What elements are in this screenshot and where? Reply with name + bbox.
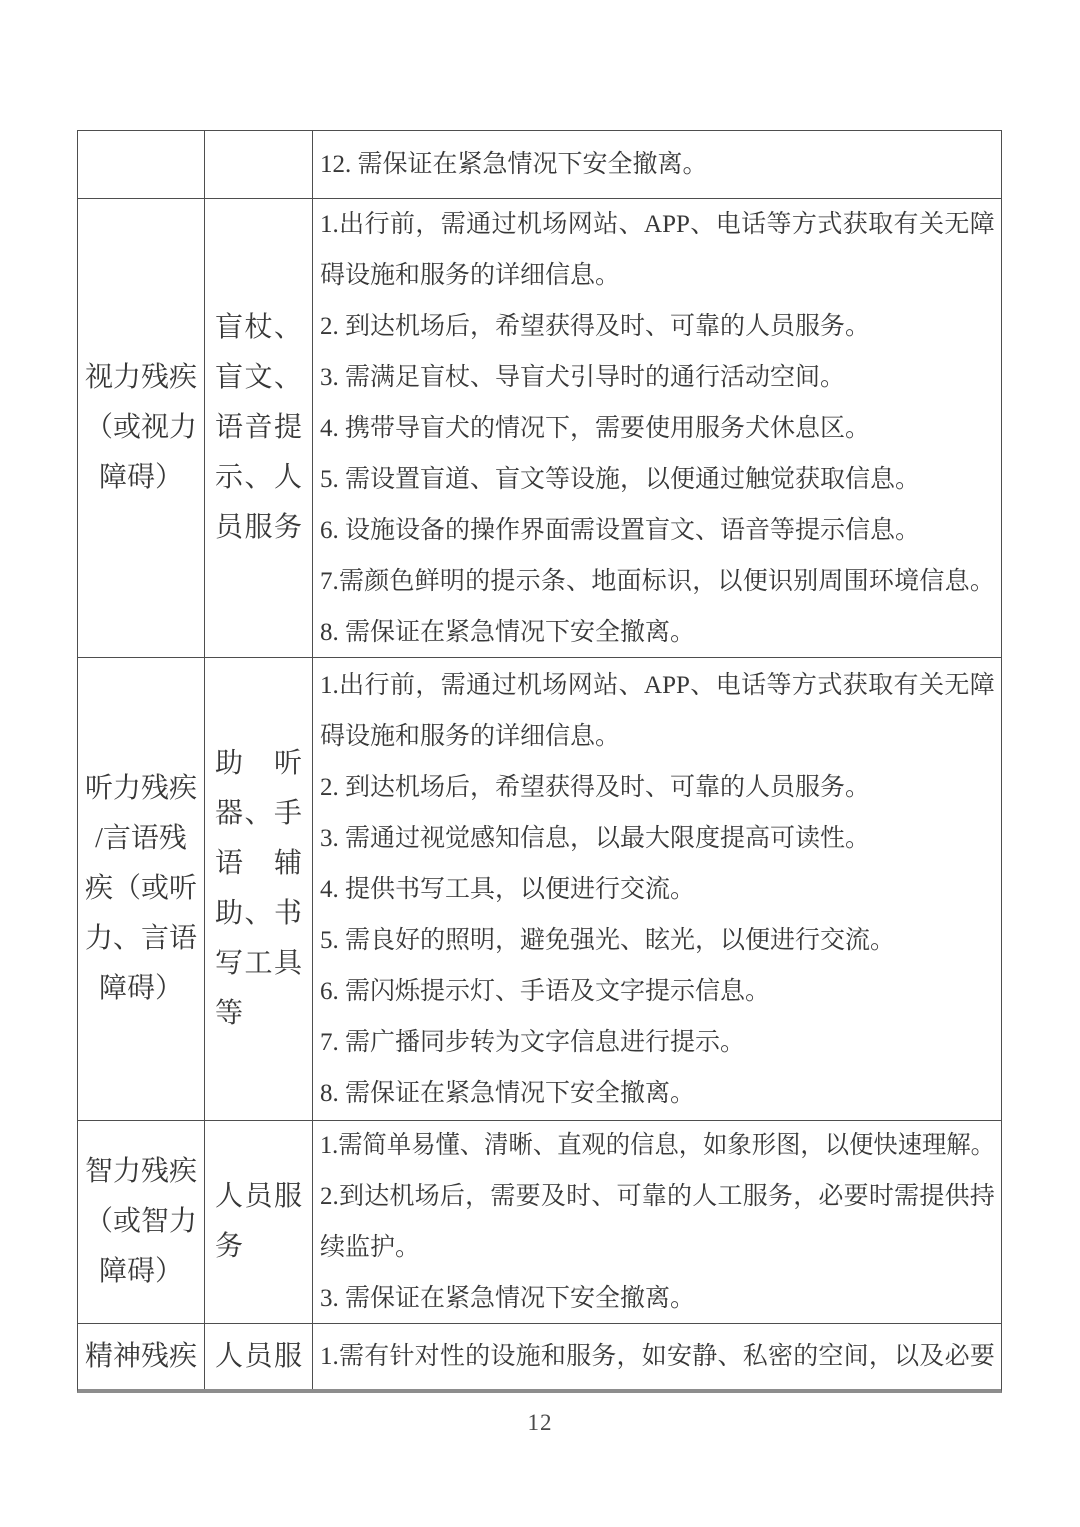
- category-cell: [78, 1324, 204, 1389]
- text-token: 务: [273, 512, 302, 543]
- aids-line: [215, 303, 302, 353]
- item-line: 8. 需保证在紧急情况下安全撤离。: [320, 618, 696, 646]
- text-token: 、: [717, 1343, 743, 1370]
- text-token: 、: [273, 312, 302, 343]
- text-token: 空: [818, 1343, 844, 1370]
- text-token: 网: [567, 210, 593, 238]
- item-line: [320, 556, 995, 607]
- text-token: 鲜: [414, 567, 440, 595]
- item-line: [320, 1331, 995, 1382]
- text-token: 要: [843, 1183, 869, 1210]
- category-line: 视力残疾: [84, 362, 197, 393]
- text-token: 场: [542, 210, 568, 238]
- text-token: 、: [244, 898, 273, 929]
- aids-line: [215, 403, 302, 453]
- text-token: 助: [215, 748, 244, 779]
- text-token: 周: [818, 567, 844, 595]
- text-token: 杖: [244, 312, 273, 343]
- text-token: 需: [490, 1183, 516, 1210]
- text-token: 观: [581, 1132, 606, 1159]
- aids-cell: [204, 658, 312, 1120]
- text-token: 、: [244, 462, 273, 493]
- text-token: 电: [715, 671, 741, 699]
- text-token: 无: [944, 671, 970, 699]
- text-token: 方: [791, 210, 817, 238]
- table-row: [78, 1323, 1001, 1389]
- text-token: 条: [540, 567, 566, 595]
- item-line: 碍设施和服务的详细信息。: [320, 261, 621, 289]
- text-token: 有: [893, 671, 919, 699]
- text-token: 必: [944, 1343, 970, 1370]
- text-token: 以: [824, 1132, 850, 1159]
- text-token: 务: [591, 1343, 617, 1370]
- text-token: 色: [389, 567, 415, 595]
- aids-line: [215, 1332, 302, 1382]
- text-token: 1.: [320, 1343, 339, 1370]
- aids-line: [215, 1222, 302, 1272]
- text-token: 息: [944, 567, 970, 595]
- text-token: 服: [273, 1340, 302, 1372]
- requirements-table: [77, 130, 1002, 1393]
- text-token: 书: [273, 898, 302, 929]
- category-line: 障碍）: [98, 973, 183, 1004]
- text-token: 速: [897, 1132, 923, 1159]
- items-cell: [312, 658, 1001, 1120]
- text-token: 提: [490, 567, 516, 595]
- text-token: 时: [566, 1183, 592, 1210]
- text-token: 静: [692, 1343, 718, 1370]
- text-token: 1.: [320, 1132, 339, 1159]
- text-token: ，: [465, 1183, 491, 1210]
- text-token: 行: [364, 210, 390, 238]
- text-token: 。: [970, 1132, 995, 1159]
- text-token: 提: [273, 412, 302, 443]
- text-token: 施: [515, 1343, 541, 1370]
- text-token: 需: [338, 1132, 363, 1159]
- item-line: 8. 需保证在紧急情况下安全撤离。: [320, 1079, 696, 1107]
- text-token: 员: [244, 1181, 273, 1212]
- text-token: 、: [618, 210, 644, 238]
- aids-cell: [204, 199, 312, 657]
- text-token: 识: [667, 567, 693, 595]
- text-token: 地: [591, 567, 617, 595]
- category-cell: [78, 1121, 204, 1323]
- text-token: 信: [630, 1132, 655, 1159]
- text-token: 境: [894, 567, 920, 595]
- text-token: ，: [868, 1343, 894, 1370]
- text-token: 达: [364, 1183, 390, 1210]
- text-token: 密: [767, 1343, 793, 1370]
- text-token: 间: [843, 1343, 869, 1370]
- text-token: 获: [842, 671, 868, 699]
- text-token: 示: [215, 462, 244, 493]
- text-token: 取: [868, 210, 894, 238]
- text-token: 需: [894, 1183, 920, 1210]
- text-token: 到: [338, 1183, 364, 1210]
- text-token: 标: [641, 567, 667, 595]
- text-token: 取: [868, 671, 894, 699]
- text-token: 懂: [435, 1132, 460, 1159]
- item-line: 3. 需保证在紧急情况下安全撤离。: [320, 1285, 696, 1312]
- text-token: 等: [215, 998, 244, 1029]
- text-token: 可: [616, 1183, 642, 1210]
- text-token: 通: [466, 210, 492, 238]
- category-line: 听力残疾: [84, 773, 197, 804]
- text-token: 服: [244, 512, 273, 543]
- aids-line: [215, 989, 302, 1039]
- text-token: 单: [386, 1132, 412, 1159]
- text-token: 障: [969, 671, 995, 699]
- text-token: ，: [692, 567, 718, 595]
- text-token: 服: [273, 1181, 302, 1212]
- category-line: 精神残疾: [84, 1340, 197, 1372]
- text-token: 、: [244, 798, 273, 829]
- item-line: 4. 携带导盲犬的情况下，需要使用服务犬休息区。: [320, 414, 871, 442]
- text-token: 图: [776, 1132, 801, 1159]
- category-cell: [78, 199, 204, 657]
- text-token: 环: [868, 567, 894, 595]
- text-token: 服: [742, 1183, 768, 1210]
- table-row: [78, 198, 1001, 657]
- text-token: 服: [566, 1343, 592, 1370]
- items-cell: [312, 1121, 1001, 1323]
- text-token: 安: [667, 1343, 693, 1370]
- text-token: 必: [818, 1183, 844, 1210]
- text-token: 供: [944, 1183, 970, 1210]
- page-number: 12: [527, 1410, 553, 1435]
- text-token: 的: [667, 1183, 693, 1210]
- text-token: ，: [616, 1343, 642, 1370]
- text-token: 话: [741, 210, 767, 238]
- text-token: 的: [605, 1132, 631, 1159]
- text-token: 机: [516, 671, 542, 699]
- text-token: 员: [215, 512, 244, 543]
- text-token: 围: [843, 567, 869, 595]
- text-token: 示: [515, 567, 541, 595]
- text-token: 时: [868, 1183, 894, 1210]
- text-token: 人: [692, 1183, 718, 1210]
- text-token: 的: [793, 1343, 819, 1370]
- text-token: 性: [439, 1343, 465, 1370]
- text-token: 写: [215, 948, 244, 979]
- text-token: 解: [946, 1132, 971, 1159]
- text-token: 务: [215, 1231, 244, 1262]
- text-token: 象: [727, 1132, 752, 1159]
- text-token: 息: [654, 1132, 679, 1159]
- table-row: [78, 131, 1001, 198]
- text-token: 行: [364, 671, 390, 699]
- text-token: 、: [591, 1183, 617, 1210]
- text-token: 、: [618, 671, 644, 699]
- text-token: 针: [389, 1343, 415, 1370]
- text-token: 具: [273, 948, 302, 979]
- text-token: 关: [918, 671, 944, 699]
- text-token: 过: [491, 671, 517, 699]
- text-token: 机: [389, 1183, 415, 1210]
- text-token: 站: [593, 210, 619, 238]
- table-row: [78, 1120, 1001, 1323]
- text-token: 等: [766, 671, 792, 699]
- text-token: 出: [339, 671, 365, 699]
- aids-line: [215, 453, 302, 503]
- text-token: 明: [439, 567, 465, 595]
- text-token: 无: [944, 210, 970, 238]
- text-token: 前: [389, 210, 415, 238]
- text-token: 员: [244, 1340, 273, 1372]
- text-token: 出: [339, 210, 365, 238]
- text-token: 要: [515, 1183, 541, 1210]
- item-line: 碍设施和服务的详细信息。: [320, 722, 621, 750]
- category-line: 力、言语: [84, 923, 197, 954]
- category-line: 障碍）: [98, 462, 183, 493]
- text-token: 及: [540, 1183, 566, 1210]
- text-token: 等: [766, 210, 792, 238]
- text-token: 面: [616, 567, 642, 595]
- item-line: 3. 需通过视觉感知信息，以最大限度提高可读性。: [320, 824, 871, 852]
- text-token: 前: [389, 671, 415, 699]
- text-token: 助: [215, 898, 244, 929]
- text-token: 器: [215, 798, 244, 829]
- text-token: 关: [918, 210, 944, 238]
- category-cell: [78, 658, 204, 1120]
- text-token: 。: [969, 567, 995, 595]
- text-token: 的: [465, 567, 491, 595]
- category-line: 疾（或听: [84, 873, 197, 904]
- aids-line: [215, 839, 302, 889]
- aids-cell: [204, 1121, 312, 1323]
- text-token: 务: [767, 1183, 793, 1210]
- text-token: 简: [362, 1132, 387, 1159]
- text-token: 人: [215, 1340, 244, 1372]
- item-line: [320, 1171, 995, 1222]
- aids-line: [215, 503, 302, 553]
- text-token: 方: [791, 671, 817, 699]
- text-token: 过: [491, 210, 517, 238]
- text-token: 听: [273, 748, 302, 779]
- item-line: 5. 需良好的照明，避免强光、眩光，以便进行交流。: [320, 926, 896, 954]
- text-token: 网: [567, 671, 593, 699]
- text-token: 电: [715, 210, 741, 238]
- item-line: [320, 1121, 995, 1171]
- text-token: 7.: [320, 567, 339, 595]
- text-token: 文: [244, 362, 273, 393]
- text-token: 辅: [273, 848, 302, 879]
- category-line: （或智力: [84, 1206, 197, 1237]
- text-token: 便: [742, 567, 768, 595]
- text-token: ，: [800, 1132, 825, 1159]
- text-token: 便: [849, 1132, 874, 1159]
- text-token: 对: [414, 1343, 440, 1370]
- text-token: 晰: [508, 1132, 533, 1159]
- text-token: 以: [894, 1343, 920, 1370]
- items-cell: [312, 1324, 1001, 1389]
- text-token: 需: [338, 567, 364, 595]
- aids-cell: [204, 131, 312, 198]
- text-token: 、: [690, 671, 716, 699]
- category-line: 障碍）: [98, 1256, 183, 1287]
- item-line: 续监护。: [320, 1234, 421, 1261]
- text-token: 靠: [641, 1183, 667, 1210]
- text-token: 以: [717, 567, 743, 595]
- text-token: 工: [244, 948, 273, 979]
- text-token: 有: [364, 1343, 390, 1370]
- category-line: /言语残: [95, 823, 187, 854]
- text-token: 清: [484, 1132, 509, 1159]
- aids-line: [215, 939, 302, 989]
- text-token: 有: [893, 210, 919, 238]
- text-token: 盲: [215, 312, 244, 343]
- text-token: 盲: [215, 362, 244, 393]
- text-token: 颜: [364, 567, 390, 595]
- text-token: 提: [919, 1183, 945, 1210]
- text-token: 理: [922, 1132, 947, 1159]
- text-token: 场: [414, 1183, 440, 1210]
- item-line: 2. 到达机场后，希望获得及时、可靠的人员服务。: [320, 773, 871, 801]
- aids-line: [215, 739, 302, 789]
- item-line: [320, 199, 995, 250]
- text-token: 人: [215, 1181, 244, 1212]
- text-token: 需: [440, 671, 466, 699]
- text-token: 设: [490, 1343, 516, 1370]
- item-line: 6. 需闪烁提示灯、手语及文字提示信息。: [320, 977, 771, 1005]
- table-row: [78, 657, 1001, 1120]
- text-token: APP: [644, 210, 690, 238]
- item-line: 3. 需满足盲杖、导盲犬引导时的通行活动空间。: [320, 363, 846, 391]
- text-token: 1.: [320, 210, 339, 238]
- text-token: 机: [516, 210, 542, 238]
- text-token: 手: [273, 798, 302, 829]
- text-token: 易: [411, 1132, 436, 1159]
- text-token: 需: [440, 210, 466, 238]
- text-token: 直: [557, 1132, 582, 1159]
- text-token: ，: [793, 1183, 819, 1210]
- text-token: 1.: [320, 671, 339, 699]
- aids-line: [215, 789, 302, 839]
- aids-cell: [204, 1324, 312, 1389]
- text-token: ，: [415, 210, 441, 238]
- item-line: 5. 需设置盲道、盲文等设施，以便通过触觉获取信息。: [320, 465, 921, 493]
- text-token: 别: [793, 567, 819, 595]
- text-token: 式: [817, 210, 843, 238]
- text-token: 通: [466, 671, 492, 699]
- text-token: 和: [540, 1343, 566, 1370]
- text-token: 如: [703, 1132, 728, 1159]
- text-token: 2.: [320, 1183, 339, 1210]
- text-token: 要: [969, 1343, 995, 1370]
- item-line: 7. 需广播同步转为文字信息进行提示。: [320, 1028, 746, 1056]
- item-line: 4. 提供书写工具，以便进行交流。: [320, 875, 696, 903]
- category-cell: [78, 131, 204, 198]
- text-token: 持: [969, 1183, 995, 1210]
- items-cell: [312, 131, 1001, 198]
- text-token: 人: [273, 462, 302, 493]
- item-line: [320, 660, 995, 711]
- text-token: 、: [566, 567, 592, 595]
- item-line: 6. 设施设备的操作界面需设置盲文、语音等提示信息。: [320, 516, 921, 544]
- text-token: 识: [767, 567, 793, 595]
- text-token: 如: [641, 1343, 667, 1370]
- text-token: 语: [215, 412, 244, 443]
- text-token: ，: [415, 671, 441, 699]
- text-token: 、: [690, 210, 716, 238]
- aids-line: [215, 1172, 302, 1222]
- text-token: 及: [919, 1343, 945, 1370]
- text-token: 语: [215, 848, 244, 879]
- text-token: 场: [542, 671, 568, 699]
- text-token: 工: [717, 1183, 743, 1210]
- aids-line: [215, 353, 302, 403]
- text-token: 私: [742, 1343, 768, 1370]
- text-token: 站: [593, 671, 619, 699]
- item-line: 2. 到达机场后，希望获得及时、可靠的人员服务。: [320, 312, 871, 340]
- text-token: 形: [751, 1132, 777, 1159]
- text-token: 信: [919, 567, 945, 595]
- text-token: 需: [338, 1343, 364, 1370]
- text-token: 障: [969, 210, 995, 238]
- text-token: 获: [842, 210, 868, 238]
- aids-line: [215, 889, 302, 939]
- text-token: 的: [465, 1343, 491, 1370]
- text-token: 音: [244, 412, 273, 443]
- category-line: 智力残疾: [84, 1156, 197, 1187]
- text-token: 式: [817, 671, 843, 699]
- text-token: 、: [273, 362, 302, 393]
- text-token: APP: [644, 671, 690, 699]
- text-token: 、: [459, 1132, 485, 1159]
- items-cell: [312, 199, 1001, 657]
- text-token: 快: [873, 1132, 898, 1159]
- category-line: （或视力: [84, 412, 197, 443]
- text-token: 话: [741, 671, 767, 699]
- text-token: 、: [532, 1132, 558, 1159]
- item-line: 12. 需保证在紧急情况下安全撤离。: [320, 151, 708, 178]
- text-token: 后: [439, 1183, 465, 1210]
- text-token: ，: [678, 1132, 704, 1159]
